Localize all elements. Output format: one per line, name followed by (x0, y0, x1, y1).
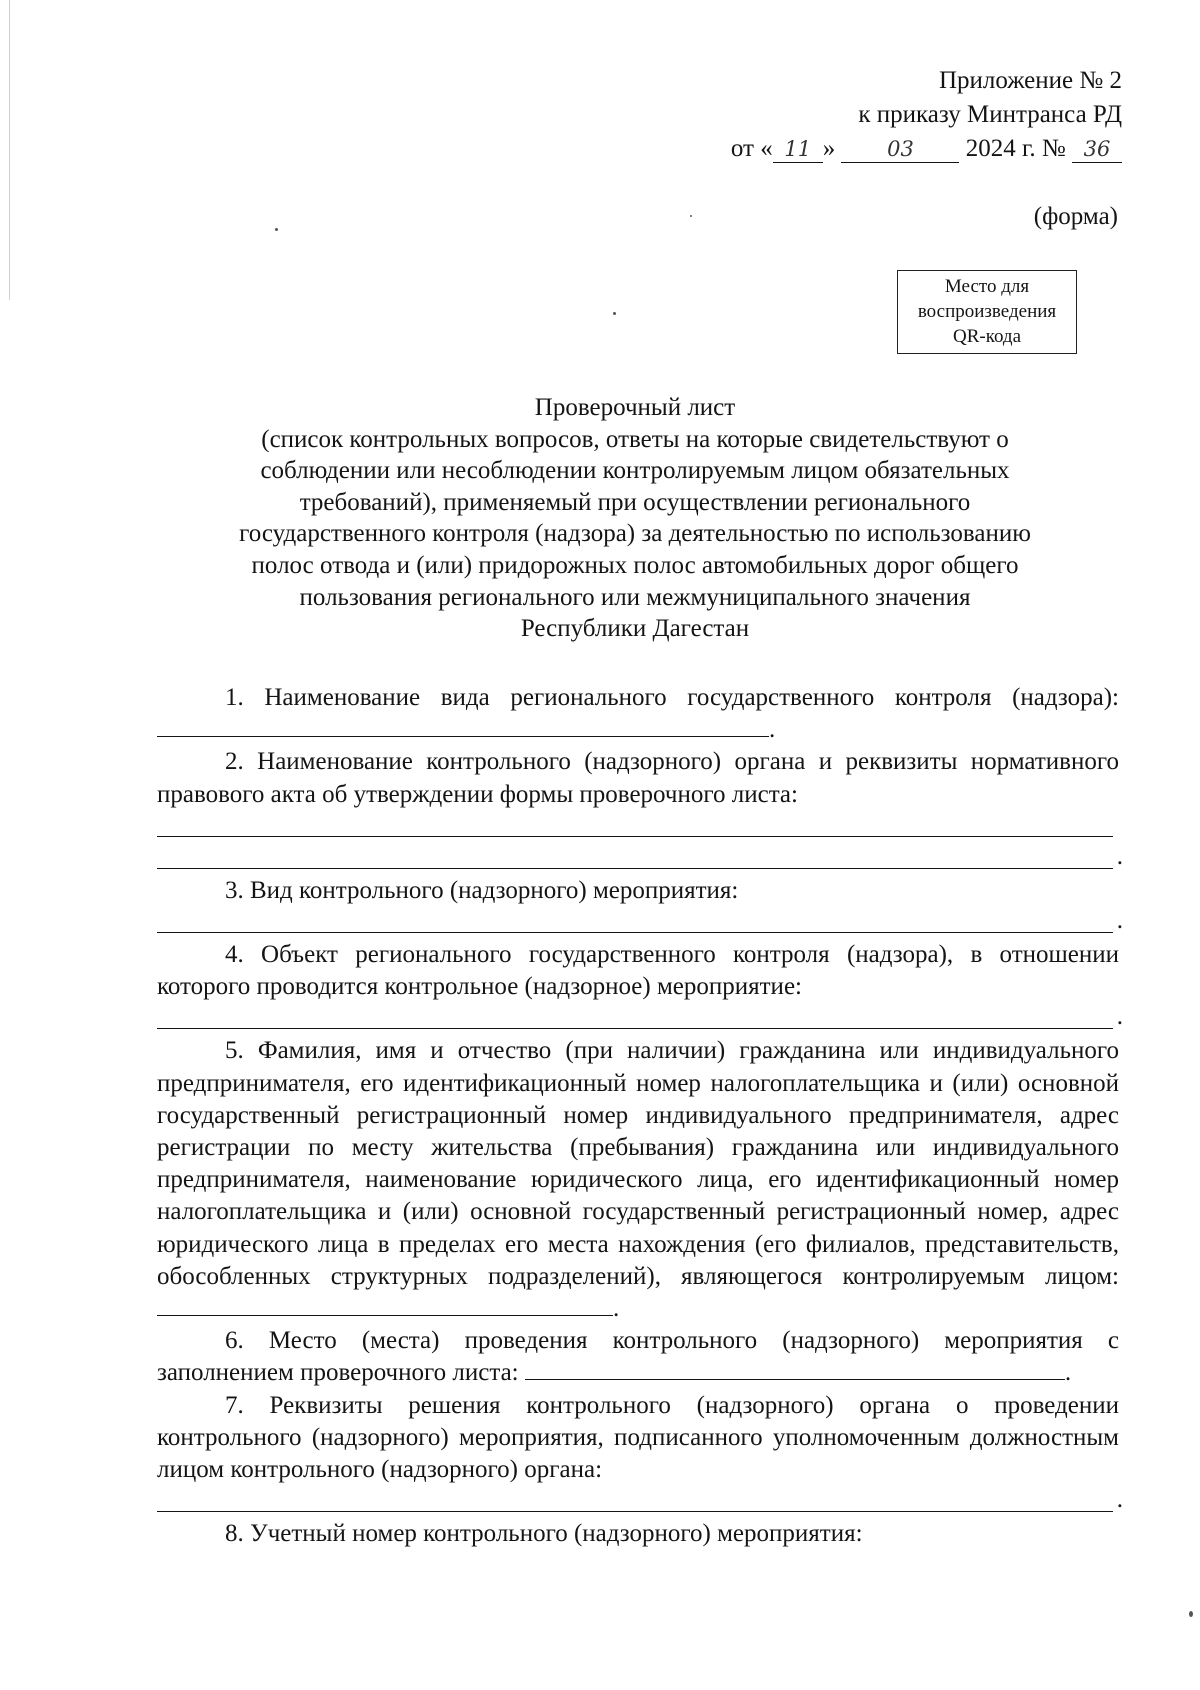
title-line: Республики Дагестан (520, 615, 750, 643)
line-end-dot: . (1116, 906, 1123, 934)
item-3 (157, 875, 1119, 907)
scan-speck (275, 228, 278, 231)
item-2 (157, 746, 1119, 810)
order-day-handwritten: 11 (773, 136, 823, 163)
item-3-text: 3. Вид контрольного (надзорного) мероприятия: (225, 876, 739, 904)
title-line: требований), применяемый при осуществлении регионального (299, 488, 971, 516)
qr-box-line-3: QR-кода (952, 326, 1022, 347)
appendix-header (682, 64, 1122, 166)
title-line: пользования регионального или межмуниципального значения (299, 583, 971, 611)
order-month-handwritten: 03 (841, 136, 959, 163)
item-8 (157, 1518, 1119, 1550)
item-5-fill-line[interactable] (157, 1295, 613, 1316)
appendix-number: Приложение № 2 (938, 67, 1122, 94)
document-title (180, 392, 1090, 645)
line-end-dot: . (1116, 1486, 1123, 1514)
item-1-text: 1. Наименование вида регионального государственного контроля (надзора): (225, 684, 1119, 711)
line-end-dot: . (613, 1295, 620, 1323)
order-year: 2024 г. № (965, 135, 1066, 162)
item-4 (157, 939, 1119, 1003)
item-2-fill-line-2[interactable] (157, 842, 1123, 875)
order-date-line (682, 132, 1122, 166)
item-1 (157, 682, 1119, 746)
date-quote-close: » (822, 135, 836, 162)
item-7-text: 7. Реквизиты решения контрольного (надзорного) органа о проведении контрольного (надзорного) мероприятия, подписанного уполномоченным должностным лицом контрольного (надзорного) органа: (157, 1391, 1119, 1484)
qr-box-line-2: воспроизведения (917, 301, 1057, 322)
item-3-fill-line[interactable] (157, 906, 1123, 939)
title-line: государственного контроля (надзора) за деятельностью по использованию (239, 520, 1031, 548)
date-prefix: от « (730, 135, 773, 162)
line-end-dot: . (1116, 842, 1123, 870)
scan-speck (690, 215, 692, 217)
form-content (157, 682, 1123, 1550)
item-2-text: 2. Наименование контрольного (надзорного) органа и реквизиты нормативного правового акта об утверждении формы проверочного листа: (157, 748, 1119, 808)
line-end-dot: . (769, 716, 776, 744)
title-line: (список контрольных вопросов, ответы на которые свидетельствуют о (261, 425, 1009, 453)
line-end-dot: . (1064, 1359, 1072, 1387)
item-4-text: 4. Объект регионального государственного контроля (надзора), в отношении которого проводится контрольное (надзорное) мероприятие: (157, 941, 1119, 1001)
item-7 (157, 1390, 1119, 1487)
scan-speck (1189, 1611, 1193, 1617)
title-line: полос отвода и (или) придорожных полос автомобильных дорог общего (251, 551, 1019, 579)
item-1-fill-line[interactable] (157, 716, 769, 737)
item-5 (157, 1035, 1119, 1325)
line-end-dot: . (1116, 1003, 1123, 1031)
item-8-text: 8. Учетный номер контрольного (надзорного) мероприятия: (225, 1520, 863, 1548)
form-label: (форма) (1033, 203, 1118, 230)
item-6-text: 6. Место (места) проведения контрольного (надзорного) мероприятия с заполнением проверочного листа: (157, 1327, 1119, 1387)
item-6 (157, 1325, 1119, 1389)
qr-code-placeholder (897, 270, 1077, 354)
scan-edge-line (9, 0, 10, 300)
qr-box-line-1: Место для (944, 276, 1030, 297)
item-6-fill-line[interactable] (525, 1359, 1065, 1380)
item-4-fill-line[interactable] (157, 1003, 1123, 1035)
item-7-fill-line[interactable] (157, 1486, 1123, 1518)
title-line: соблюдении или несоблюдении контролируемым лицом обязательных (260, 457, 1010, 485)
title-line: Проверочный лист (534, 394, 736, 421)
order-number-handwritten: 36 (1072, 136, 1122, 163)
item-5-text: 5. Фамилия, имя и отчество (при наличии) гражданина или индивидуального предпринимателя, его идентификационный номер налогоплательщика и (или) основной государственный регистрационный номер индивидуального предпринимателя, адрес регистрации по месту жительства (пребывания) гражданина или индивидуального предпринимателя, наименование юридического лица, его идентификационный номер налогоплательщика и (или) основной государственный регистрационный номер, адрес юридического лица в пределах его места нахождения (его филиалов, представительств, обособленных структурных подразделений), являющегося контролируемым лицом: (157, 1037, 1119, 1290)
item-2-fill-line-1[interactable] (157, 811, 1119, 843)
scan-speck (613, 312, 616, 315)
order-reference: к приказу Минтранса РД (858, 101, 1122, 128)
